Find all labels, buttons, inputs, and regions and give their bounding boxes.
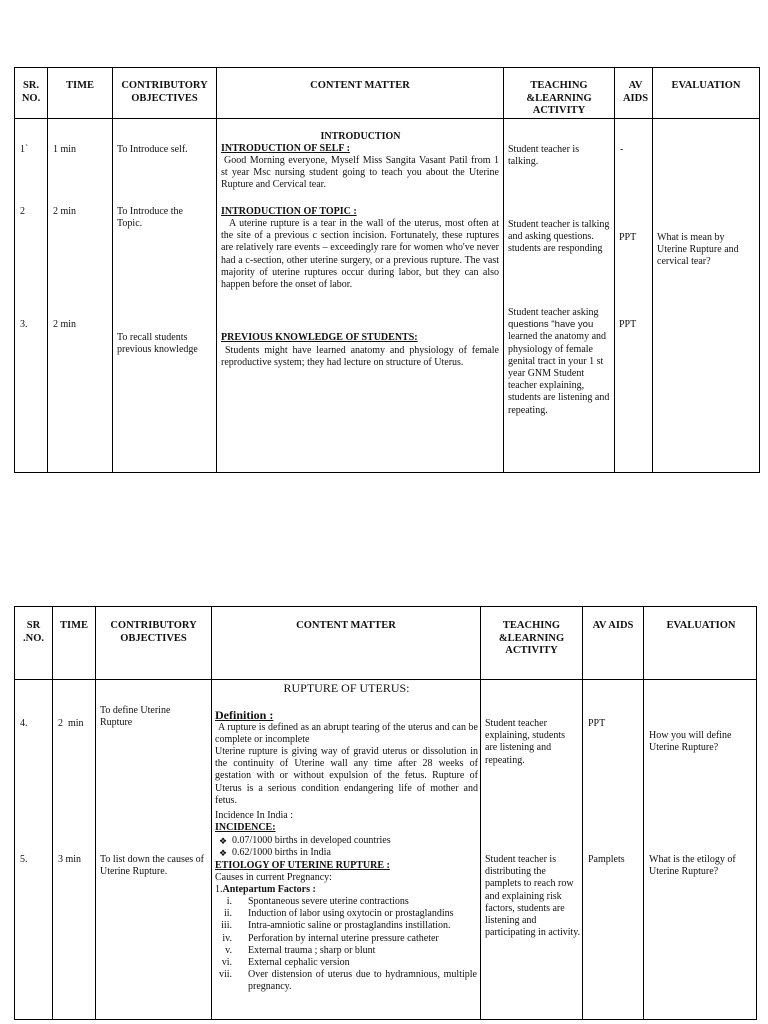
cause-item: v. External trauma ; sharp or blunt (225, 944, 376, 956)
row4-content-2: Uterine rupture is giving way of gravid uterus or dissolution in the continuity of Uterine wall any time after 28 weeks of gestation with or without expulsion of the fetus. Rupture of Uterus is a serious condition endangering life of mother and fetus. (215, 746, 478, 806)
objectives-column (96, 680, 212, 1020)
header-sr-no: SR .NO. (15, 607, 53, 680)
header-av-aids: AV AIDS (615, 68, 653, 119)
row1-content: Good Morning everyone, Myself Miss Sangita Vasant Patil from 1 st year Msc nursing student going to teach you about the Uterine Rupture and Cervical tear. (221, 155, 499, 191)
row3-av: PPT (619, 319, 637, 330)
row5-time: 3 min (58, 854, 82, 865)
cause-item: iii. Intra-amniotic saline or prostaglandins instillation. (221, 920, 451, 932)
activity-column (504, 119, 615, 473)
row2-content: A uterine rupture is a tear in the wall of the uterus, most often at the site of a previous c section incision. Fortunately, these ruptures are relatively rare events – exceedingly rare for women who've never had a c-section, other uterine surgery, or a previous rupture. The vast majority of uterine ruptures occur during labor, but they can also happen before the onset of labor. (221, 218, 499, 291)
row1-activity: Student teacher is talking. (508, 144, 580, 168)
row2-sr: 2 (20, 206, 25, 217)
row4-incidence-intro: Incidence In India : (215, 810, 294, 821)
row4-time: 2 min (58, 718, 84, 729)
row5-sr: 5. (20, 854, 28, 865)
content-column (217, 119, 504, 473)
content-title: INTRODUCTION (320, 131, 401, 142)
header-time: TIME (53, 607, 96, 680)
row3-heading: PREVIOUS KNOWLEDGE OF STUDENTS: (221, 332, 418, 343)
incidence-item: ❖ 0.62/1000 births in India (232, 847, 492, 859)
row1-av: - (620, 144, 624, 155)
row4-av: PPT (588, 718, 606, 729)
row5-causes-intro: Causes in current Pregnancy: (215, 872, 332, 883)
content-column (212, 680, 481, 1020)
row5-objective: To list down the causes of Uterine Rupture. (100, 854, 205, 878)
row5-evaluation: What is the etilogy of Uterine Rupture? (649, 854, 736, 878)
av-aids-column (583, 680, 644, 1020)
incidence-item: ❖ 0.07/1000 births in developed countries (232, 835, 492, 847)
content-title: RUPTURE OF UTERUS: (283, 681, 410, 695)
header-evaluation: EVALUATION (653, 68, 760, 119)
sr-column (15, 119, 48, 473)
cause-item: vii. Over distension of uterus due to hydramnious, multiple pregnancy. (218, 969, 477, 993)
header-activity: TEACHING &LEARNING ACTIVITY (481, 607, 583, 680)
header-av-aids: AV AIDS (583, 607, 644, 680)
row2-activity: Student teacher is talking and asking questions. students are responding (508, 219, 610, 255)
activity-column (481, 680, 583, 1020)
cause-item: i. Spontaneous severe uterine contractions (226, 896, 409, 907)
row2-evaluation: What is mean by Uterine Rupture and cervical tear? (657, 232, 739, 268)
row3-objective: To recall students previous knowledge (117, 332, 198, 356)
lesson-plan-table-2 (14, 606, 757, 1020)
header-objectives: CONTRIBUTORY OBJECTIVES (96, 607, 212, 680)
lesson-plan-table-1 (14, 67, 760, 473)
row5-av: Pamplets (588, 854, 625, 865)
row4-sr: 4. (20, 718, 28, 729)
row2-objective: To Introduce the Topic. (117, 206, 183, 230)
row3-activity: Student teacher asking questions "have you learned the anatomy and physiology of female genital tract in your 1 st year GNM Student teacher explaining, students are listening and repeating. (508, 307, 610, 416)
objectives-column (113, 119, 217, 473)
header-content: CONTENT MATTER (217, 68, 504, 119)
header-activity: TEACHING &LEARNING ACTIVITY (504, 68, 615, 119)
causes-list (215, 896, 477, 994)
header-sr-no: SR. NO. (15, 68, 48, 119)
header-time: TIME (48, 68, 113, 119)
row4-content-1: A rupture is defined as an abrupt tearing of the uterus and can be complete or incomplete (215, 722, 478, 746)
row3-sr: 3. (20, 319, 28, 330)
header-evaluation: EVALUATION (644, 607, 757, 680)
header-content: CONTENT MATTER (212, 607, 481, 680)
time-column (53, 680, 96, 1020)
row4-heading: Definition : (215, 708, 274, 722)
cause-item: vi. External cephalic version (221, 957, 350, 969)
row5-activity: Student teacher is distributing the pamplets to reach row and explaining risk factors, students are listening and participating in activity. (485, 854, 581, 939)
row1-sr: 1` (20, 144, 29, 155)
row5-heading: ETIOLOGY OF UTERINE RUPTURE : (215, 860, 390, 871)
row2-time: 2 min (53, 206, 77, 217)
row4-evaluation: How you will define Uterine Rupture? (649, 730, 732, 754)
evaluation-column (653, 119, 760, 473)
incidence-list (215, 835, 492, 859)
row1-objective: To Introduce self. (117, 144, 188, 155)
row2-av: PPT (619, 232, 637, 243)
row1-heading: INTRODUCTION OF SELF : (221, 143, 350, 154)
evaluation-column (644, 680, 757, 1020)
row3-time: 2 min (53, 319, 77, 330)
header-objectives: CONTRIBUTORY OBJECTIVES (113, 68, 217, 119)
sr-column (15, 680, 53, 1020)
av-aids-column (615, 119, 653, 473)
antepartum-heading: 1.Antepartum Factors : (215, 884, 316, 895)
row4-activity: Student teacher explaining, students are listening and repeating. (485, 718, 565, 766)
row2-heading: INTRODUCTION OF TOPIC : (221, 206, 357, 217)
row1-time: 1 min (53, 144, 77, 155)
row3-content: Students might have learned anatomy and physiology of female reproductive system; they had lecture on structure of Uterus. (221, 345, 499, 369)
cause-item: ii. Induction of labor using oxytocin or prostaglandins (223, 908, 454, 920)
cause-item: iv. Perforation by internal uterine pressure catheter (222, 932, 439, 944)
row4-objective: To define Uterine Rupture (100, 705, 171, 729)
row4-incidence-heading: INCIDENCE: (215, 822, 276, 833)
time-column (48, 119, 113, 473)
